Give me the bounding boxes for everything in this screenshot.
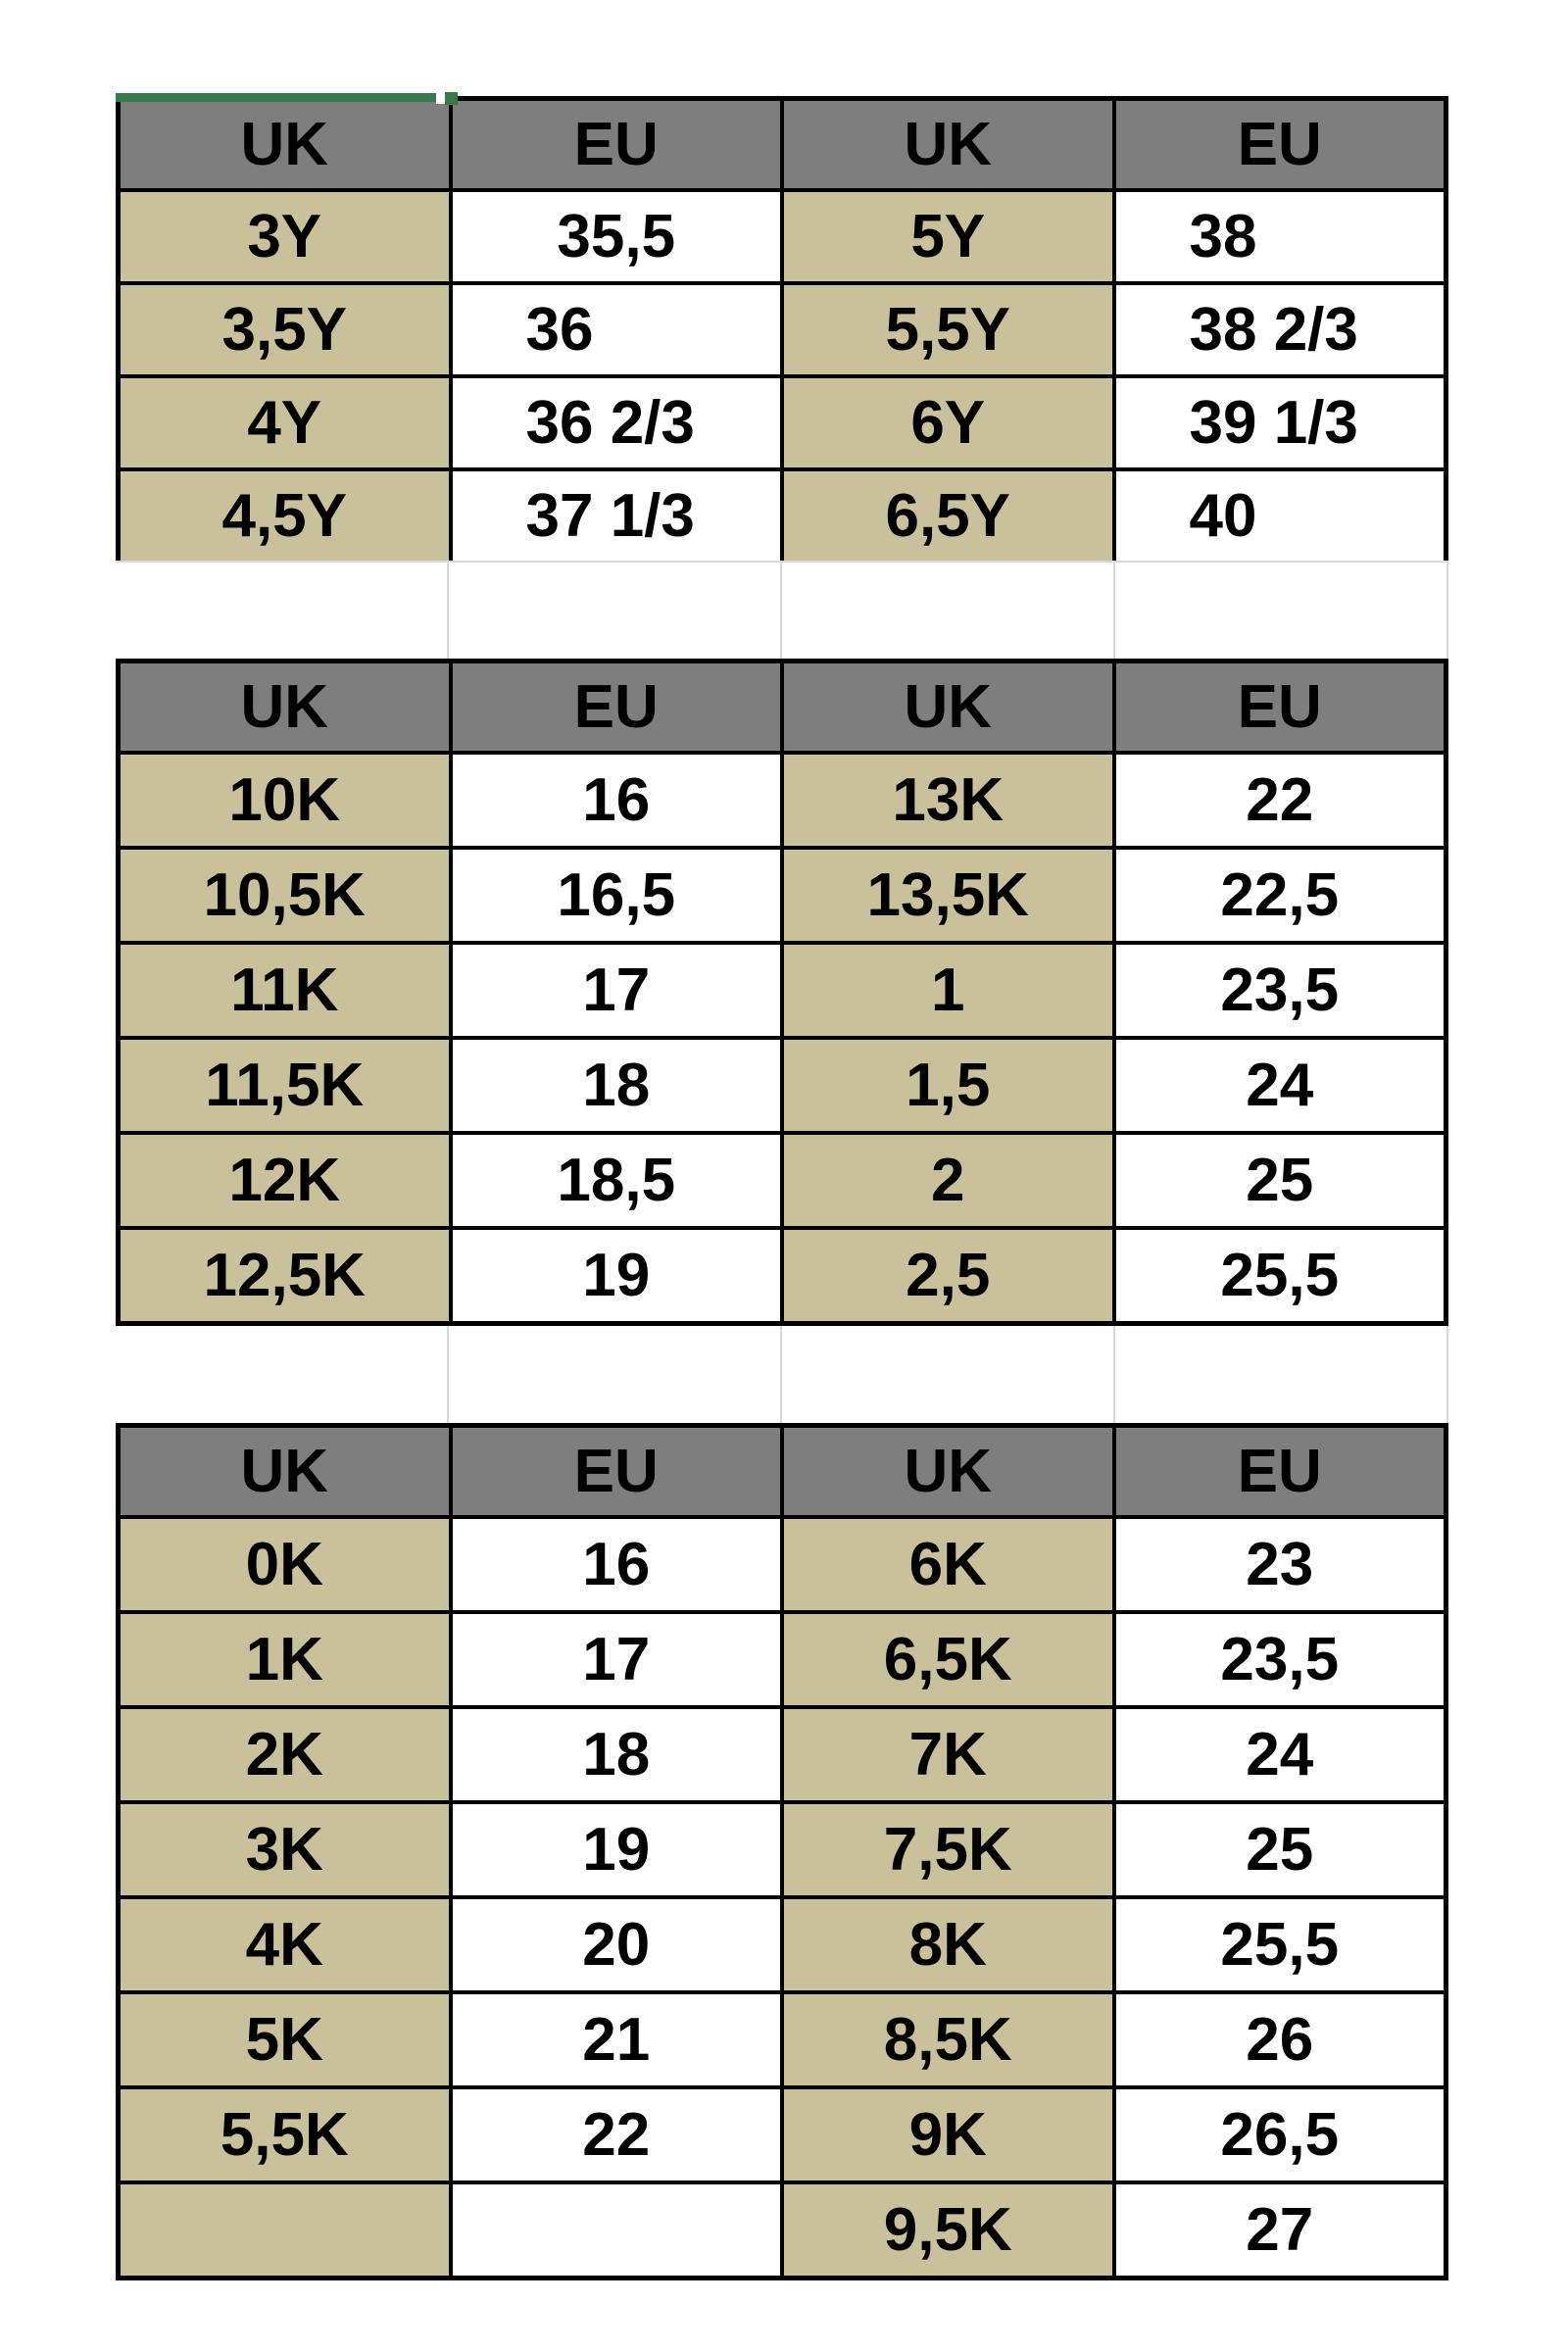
eu-size-cell[interactable]: 17	[453, 1614, 781, 1705]
uk-size-cell[interactable]: 5,5K	[121, 2089, 449, 2180]
eu-size-cell[interactable]: 24	[1116, 1709, 1445, 1800]
eu-size-cell[interactable]: 36 2/3	[453, 378, 781, 467]
uk-size-cell[interactable]: 8K	[784, 1899, 1112, 1990]
gridline-vertical	[447, 1326, 449, 1423]
header-cell-uk-0[interactable]: UK	[121, 663, 449, 751]
eu-size-cell[interactable]: 39 1/3	[1116, 378, 1445, 467]
gridline-vertical	[1446, 1326, 1448, 1423]
eu-size-cell[interactable]: 23,5	[1116, 945, 1445, 1036]
uk-size-cell[interactable]: 5,5Y	[784, 285, 1112, 374]
uk-size-cell[interactable]: 10K	[121, 755, 449, 846]
uk-size-cell[interactable]: 0K	[121, 1519, 449, 1610]
size-table-youth	[116, 96, 1448, 561]
eu-size-cell[interactable]: 22	[453, 2089, 781, 2180]
gridline-vertical	[1113, 561, 1115, 659]
header-cell-uk-2[interactable]: UK	[784, 663, 1112, 751]
uk-size-cell[interactable]: 3Y	[121, 192, 449, 281]
uk-size-cell[interactable]: 1,5	[784, 1040, 1112, 1131]
eu-size-cell[interactable]: 20	[453, 1899, 781, 1990]
eu-size-cell[interactable]: 23,5	[1116, 1614, 1445, 1705]
eu-size-cell[interactable]: 26,5	[1116, 2089, 1445, 2180]
eu-size-cell[interactable]: 38 2/3	[1116, 285, 1445, 374]
uk-size-cell[interactable]: 6,5Y	[784, 471, 1112, 561]
gridline-vertical	[780, 1326, 782, 1423]
uk-size-cell[interactable]: 11,5K	[121, 1040, 449, 1131]
eu-size-cell[interactable]: 16	[453, 755, 781, 846]
header-cell-eu-3[interactable]: EU	[1116, 663, 1445, 751]
gridline-horizontal-below-table1	[116, 561, 1448, 563]
eu-size-cell[interactable]	[453, 2184, 781, 2276]
gridline-vertical	[1446, 561, 1448, 659]
eu-size-cell[interactable]: 17	[453, 945, 781, 1036]
eu-size-cell[interactable]: 27	[1116, 2184, 1445, 2276]
eu-size-cell[interactable]: 25,5	[1116, 1230, 1445, 1321]
eu-size-cell[interactable]: 18	[453, 1040, 781, 1131]
eu-size-cell[interactable]: 25	[1116, 1804, 1445, 1895]
eu-size-cell[interactable]: 36	[453, 285, 781, 374]
eu-size-cell[interactable]: 38	[1116, 192, 1445, 281]
header-cell-eu-1[interactable]: EU	[453, 1428, 781, 1515]
eu-size-cell[interactable]: 22	[1116, 755, 1445, 846]
uk-size-cell[interactable]: 10,5K	[121, 850, 449, 941]
eu-size-cell[interactable]: 40	[1116, 471, 1445, 561]
uk-size-cell[interactable]: 2	[784, 1135, 1112, 1226]
uk-size-cell[interactable]: 3K	[121, 1804, 449, 1895]
eu-size-cell[interactable]: 18	[453, 1709, 781, 1800]
uk-size-cell[interactable]: 7,5K	[784, 1804, 1112, 1895]
uk-size-cell[interactable]: 1	[784, 945, 1112, 1036]
eu-size-cell[interactable]: 25,5	[1116, 1899, 1445, 1990]
header-cell-uk-2[interactable]: UK	[784, 101, 1112, 188]
eu-size-cell[interactable]: 35,5	[453, 192, 781, 281]
eu-size-cell[interactable]: 25	[1116, 1135, 1445, 1226]
eu-size-cell[interactable]: 37 1/3	[453, 471, 781, 561]
uk-size-cell[interactable]: 9K	[784, 2089, 1112, 2180]
gridline-vertical	[447, 561, 449, 659]
autofill-handle-icon[interactable]	[445, 92, 458, 105]
header-cell-uk-2[interactable]: UK	[784, 1428, 1112, 1515]
eu-size-cell[interactable]: 21	[453, 1994, 781, 2085]
uk-size-cell[interactable]: 3,5Y	[121, 285, 449, 374]
eu-size-cell[interactable]: 19	[453, 1804, 781, 1895]
gridline-vertical	[780, 561, 782, 659]
uk-size-cell[interactable]: 6Y	[784, 378, 1112, 467]
eu-size-cell[interactable]: 26	[1116, 1994, 1445, 2085]
uk-size-cell[interactable]: 13,5K	[784, 850, 1112, 941]
uk-size-cell[interactable]	[121, 2184, 449, 2276]
size-table-kids-younger	[116, 1423, 1448, 2280]
uk-size-cell[interactable]: 5K	[121, 1994, 449, 2085]
eu-size-cell[interactable]: 22,5	[1116, 850, 1445, 941]
header-cell-eu-1[interactable]: EU	[453, 101, 781, 188]
size-table-kids-older	[116, 659, 1448, 1326]
eu-size-cell[interactable]: 19	[453, 1230, 781, 1321]
uk-size-cell[interactable]: 6,5K	[784, 1614, 1112, 1705]
uk-size-cell[interactable]: 4Y	[121, 378, 449, 467]
header-cell-eu-3[interactable]: EU	[1116, 1428, 1445, 1515]
uk-size-cell[interactable]: 2K	[121, 1709, 449, 1800]
uk-size-cell[interactable]: 4,5Y	[121, 471, 449, 561]
header-cell-uk-0[interactable]: UK	[121, 101, 449, 188]
uk-size-cell[interactable]: 2,5	[784, 1230, 1112, 1321]
uk-size-cell[interactable]: 6K	[784, 1519, 1112, 1610]
eu-size-cell[interactable]: 18,5	[453, 1135, 781, 1226]
uk-size-cell[interactable]: 1K	[121, 1614, 449, 1705]
uk-size-cell[interactable]: 12K	[121, 1135, 449, 1226]
selection-border-line	[116, 93, 436, 102]
eu-size-cell[interactable]: 24	[1116, 1040, 1445, 1131]
uk-size-cell[interactable]: 8,5K	[784, 1994, 1112, 2085]
uk-size-cell[interactable]: 12,5K	[121, 1230, 449, 1321]
header-cell-eu-3[interactable]: EU	[1116, 101, 1445, 188]
uk-size-cell[interactable]: 11K	[121, 945, 449, 1036]
eu-size-cell[interactable]: 16,5	[453, 850, 781, 941]
uk-size-cell[interactable]: 9,5K	[784, 2184, 1112, 2276]
eu-size-cell[interactable]: 16	[453, 1519, 781, 1610]
header-cell-uk-0[interactable]: UK	[121, 1428, 449, 1515]
uk-size-cell[interactable]: 7K	[784, 1709, 1112, 1800]
uk-size-cell[interactable]: 4K	[121, 1899, 449, 1990]
eu-size-cell[interactable]: 23	[1116, 1519, 1445, 1610]
gridline-vertical	[1113, 1326, 1115, 1423]
uk-size-cell[interactable]: 13K	[784, 755, 1112, 846]
uk-size-cell[interactable]: 5Y	[784, 192, 1112, 281]
header-cell-eu-1[interactable]: EU	[453, 663, 781, 751]
selection-border-gap	[436, 92, 445, 104]
